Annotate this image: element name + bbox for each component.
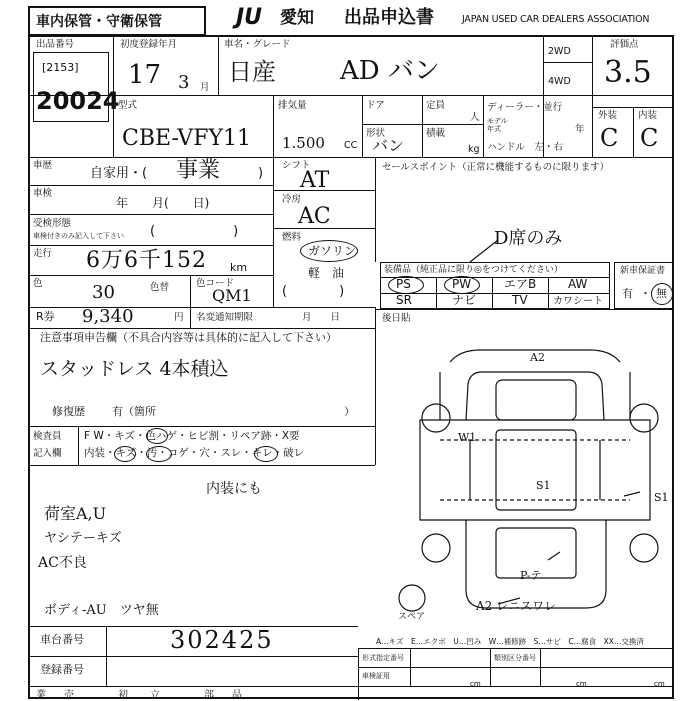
vehicle-name-label: 車名・グレード — [224, 39, 291, 50]
cm-unit-3: cm — [654, 680, 665, 688]
exterior-label: 外装 — [598, 110, 618, 121]
color-value: 30 — [92, 282, 115, 303]
warranty-no-circle — [651, 283, 673, 305]
change-label: 名変通知期限 — [196, 312, 254, 323]
notes-text: スタッドレス 4本積込 — [40, 358, 229, 380]
registration-year: 17 — [128, 60, 162, 90]
cm-unit-2: cm — [576, 680, 587, 688]
reg-label: 登録番号 — [40, 663, 84, 676]
handle-label: ハンドル 左・右 — [487, 142, 564, 153]
mileage-value: 6万6千152 — [86, 248, 207, 273]
warranty-label: 新車保証書 — [620, 266, 666, 276]
inspection-fields: 年 月( 日) — [116, 196, 210, 210]
sales-point-note: D席のみ — [494, 228, 563, 249]
door-label: ドア — [366, 100, 385, 111]
inspection-note-4: AC不良 — [38, 555, 87, 571]
shift-value: AT — [300, 168, 330, 193]
drive-4wd: 4WD — [548, 76, 571, 87]
storage-label: 車内保管・守衛保管 — [36, 14, 162, 30]
recycle-value: 9,340 — [82, 306, 134, 327]
repair-close: ） — [344, 405, 355, 418]
displacement-label: 排気量 — [278, 100, 307, 111]
damage-bottom-note: A2 レニスワレ — [476, 599, 557, 613]
color-label: 色 — [33, 278, 43, 289]
ju-logo: JU — [236, 5, 263, 30]
mileage-label: 走行 — [33, 248, 53, 259]
form-label: 形式指定番号 — [362, 654, 404, 662]
damage-s1-rear: S1 — [654, 491, 669, 504]
damage-s1-side: S1 — [536, 479, 551, 492]
option-seat: カワシート — [553, 296, 603, 307]
inspector-label: 検査員 — [33, 431, 62, 442]
color-code-label: 色コード — [196, 278, 235, 289]
history-label: 車歴 — [33, 160, 53, 171]
color-code-value: QM1 — [212, 286, 252, 305]
fuel-circle — [300, 240, 358, 262]
sheet-title: 出品申込書 — [344, 7, 434, 28]
registration-label: 初度登録年月 — [120, 39, 178, 50]
capacity-unit: 人 — [470, 112, 480, 123]
color-change-label: 色替 — [150, 282, 170, 293]
fuel-label: 燃料 — [282, 232, 302, 243]
grade-score: 3.5 — [604, 55, 652, 90]
cm-unit-1: cm — [470, 680, 481, 688]
scratch-circle — [146, 428, 168, 444]
footer-tab-1: 業 — [36, 690, 46, 701]
interior-circle-1 — [114, 446, 136, 462]
listing-number: 20024 — [36, 87, 120, 115]
shift-label: シフト — [282, 160, 311, 171]
receipt-note: 車検付きのみ記入して下さい — [33, 232, 124, 240]
vehicle-model: AD バン — [340, 56, 440, 86]
damage-rear: P-テ — [520, 569, 542, 582]
interior-circle-2 — [146, 446, 172, 462]
chassis-label: 車台番号 — [40, 633, 84, 646]
dealer-label: ディーラー・並行 — [487, 102, 563, 113]
shape-label: 形状 — [366, 128, 386, 139]
inspection-note-5: ボディ-AU ツヤ無 — [44, 603, 159, 618]
damage-legend: A…キズ E…エクボ U…凹み W…補修跡 S…サビ C…腐食 XX…交換済 — [376, 637, 644, 646]
history-value: 事業 — [176, 158, 221, 183]
type-value: CBE-VFY11 — [122, 126, 251, 151]
spare-label: スペア — [398, 612, 426, 622]
grade-label: 評価点 — [610, 39, 639, 50]
aircon-value: AC — [298, 204, 331, 229]
damage-a2-top: A2 — [530, 351, 545, 364]
vehicle-maker: 日産 — [228, 58, 276, 86]
option-pw: PW — [452, 277, 472, 291]
interior-label: 内装 — [638, 110, 658, 121]
association-name: JAPAN USED CAR DEALERS ASSOCIATION — [462, 14, 650, 25]
options-label: 装備品（純正品に限り◎をつけてください） — [384, 265, 563, 275]
option-tv: TV — [512, 293, 528, 307]
receipt-brackets: ( ) — [150, 224, 239, 239]
warranty-no: 無 — [656, 287, 667, 300]
recycle-unit: 円 — [174, 312, 184, 323]
storage-box — [28, 6, 206, 36]
footer-tab-3: 初 — [118, 690, 128, 701]
chassis-value: 302425 — [170, 626, 274, 654]
listing-number-label: 出品番号 — [36, 39, 75, 50]
drive-2wd: 2WD — [548, 46, 571, 57]
cert-label: 車検証用 — [362, 672, 390, 680]
org-title: 愛知 — [280, 8, 314, 28]
interior-circle-3 — [254, 446, 278, 462]
damage-w1: W1 — [458, 431, 477, 444]
option-sr: SR — [396, 293, 412, 307]
displacement-value: 1.500 — [282, 134, 325, 152]
option-aw: AW — [568, 277, 588, 291]
load-label: 積載 — [426, 128, 446, 139]
fuel-option-gasoline: ガソリン — [308, 244, 357, 258]
option-navi: ナビ — [452, 293, 477, 307]
load-unit: kg — [468, 144, 480, 155]
class-label: 類別区分番号 — [494, 654, 536, 662]
repair-label: 修復歴 — [52, 405, 85, 418]
type-label: 型式 — [118, 100, 138, 111]
interior-items: 内装・キズ・汚・コゲ・穴・スレ・キレ・破レ — [84, 447, 305, 459]
shape-value: バン — [372, 136, 405, 155]
warranty-yes: 有 — [622, 287, 633, 300]
option-airbag: エアB — [504, 277, 537, 291]
inspection-label: 車検 — [33, 188, 53, 199]
registration-month-unit: 月 — [200, 82, 210, 93]
record-label: 記入欄 — [33, 448, 62, 459]
history-close: ) — [258, 166, 264, 181]
option-ps-circle — [388, 276, 424, 294]
history-options: 自家用・( — [90, 166, 148, 181]
footer-tab-5: 部 — [204, 690, 214, 701]
option-pw-circle — [444, 276, 480, 294]
footer-tab-6: 品 — [232, 690, 242, 701]
fuel-option-diesel: 軽 油 — [308, 266, 345, 280]
registration-month: 3 — [178, 72, 190, 93]
footer-tab-4: 立 — [150, 690, 160, 701]
recycle-label: R券 — [36, 310, 55, 323]
interior-grade: C — [640, 124, 659, 152]
sales-point-label: セールスポイント（正常に機能するものに限ります） — [382, 162, 610, 173]
model-year-unit: 年 — [575, 124, 585, 135]
inspection-note-2: 荷室A,U — [44, 504, 107, 523]
listing-sub-number: [2153] — [42, 61, 79, 74]
receipt-label: 受検形態 — [33, 218, 72, 229]
exterior-items: F W・キズ・色ハゲ・ヒビ割・リペア跡・X要 — [84, 430, 300, 442]
capacity-label: 定員 — [426, 100, 446, 111]
inspection-note-3: ヤシテーキズ — [44, 531, 122, 546]
footer-tab-2: 売 — [64, 690, 74, 701]
inspection-note-1: 内装にも — [206, 481, 262, 497]
affix-label: 後日貼 — [382, 313, 411, 324]
aircon-label: 冷房 — [282, 194, 302, 205]
mileage-unit: km — [230, 261, 248, 274]
option-ps: PS — [396, 277, 411, 291]
displacement-unit: CC — [344, 140, 358, 151]
exterior-grade: C — [600, 124, 619, 152]
repair-value: 有（箇所 — [112, 405, 156, 418]
model-year-label: モデル年式 — [487, 117, 508, 133]
notes-label: 注意事項申告欄（不具合内容等は具体的に記入して下さい） — [40, 331, 337, 344]
change-fields: 月 日 — [302, 312, 341, 323]
